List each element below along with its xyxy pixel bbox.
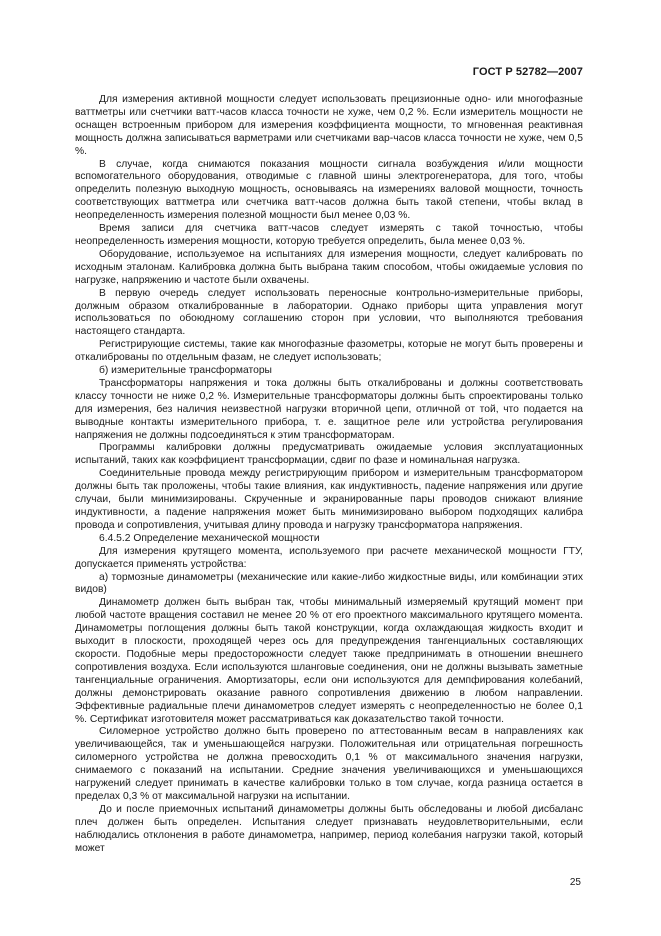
paragraph: Оборудование, используемое на испытаниях для измерения мощности, следует калибровать по исходным эталонам. Калибровка должна быть выбрана таким способом, чтобы ожидаемые условия по нагрузке, напряжению и частоте были охвачены. <box>75 248 583 286</box>
paragraph: Программы калибровки должны предусматривать ожидаемые условия эксплуатационных испытаний, таких как коэффициент трансформации, сдвиг по фазе и номинальная нагрузка. <box>75 442 583 467</box>
paragraph: Время записи для счетчика ватт-часов следует измерять с такой точностью, чтобы неопределенность измерения мощности, которую требуется определить, была менее 0,03 %. <box>75 223 583 247</box>
paragraph: Соединительные провода между регистрирующим прибором и измерительным трансформатором должны быть так проложены, чтобы такие влияния, как индуктивность, падение напряжения или другие случаи, были минимизированы. Скрученные и экранированные пары проводов снижают влияние индуктивности, а падение напряжения может быть минимизировано выбором подходящих калибра провода и сопротивления, учитывая длину провода и нагрузку трансформатора напряжения. <box>75 468 583 531</box>
paragraph: Регистрирующие системы, такие как многофазные фазометры, которые не могут быть проверены и откалиброваны по отдельным фазам, не следует использовать; <box>75 339 583 364</box>
paragraph: В первую очередь следует использовать переносные контрольно-измерительные приборы, должным образом откалиброванные в лаборатории. Однако приборы щита управления могут использоваться по обоюдному соглашению сторон при условии, что выполняются требования настоящего стандарта. <box>75 287 583 338</box>
body-text <box>75 94 583 855</box>
paragraph: В случае, когда снимаются показания мощности сигнала возбуждения и/или мощности вспомогательного оборудования, отводимые с главной шины электрогенератора, для того, чтобы определить полезную выходную мощность, основываясь на измерениях валовой мощности, точность соответствующих ваттметра или счетчика ватт-часов должна быть такой степени, чтобы вклад в неопределенность измерения полезной мощности был менее 0,03 %. <box>75 158 583 222</box>
paragraph: Для измерения активной мощности следует использовать прецизионные одно- или многофазные ваттметры или счетчики ватт-часов класса точности не хуже, чем 0,2 %. Если измеритель мощности не оснащен встроенным прибором для измерения коэффициента мощности, то мгновенная реактивная мощность должна записываться варметрами или счетчиками вар-часов класса точности не хуже, чем 0,5 %. <box>75 94 583 157</box>
standard-header: ГОСТ Р 52782—2007 <box>472 66 583 78</box>
section-heading: 6.4.5.2 Определение механической мощности <box>99 532 320 544</box>
paragraph: Для измерения крутящего момента, используемого при расчете механической мощности ГТУ, допускается применять устройства: <box>75 545 583 570</box>
paragraph: Трансформаторы напряжения и тока должны быть откалиброваны и должны соответствовать классу точности не ниже 0,2 %. Измерительные трансформаторы должны быть спроектированы только для измерения, без наличия неизвестной нагрузки вторичной цепи, отличной от той, что подается на выводные контакты измерительного прибора, т. е. защитное реле или устройства регулирования напряжения не должны подсоединяться к этим трансформаторам. <box>75 377 583 441</box>
paragraph: До и после приемочных испытаний динамометры должны быть обследованы и любой дисбаланс плеч должен быть определен. Испытания следует признавать неудовлетворительными, если наблюдались отклонения в работе динамометра, например, период колебания нагрузки такой, который может <box>75 803 583 854</box>
list-item-heading: б) измерительные трансформаторы <box>99 365 272 377</box>
list-item-heading: а) тормозные динамометры (механические или какие-либо жидкостные виды, или комбинации этих видов) <box>75 571 583 596</box>
page-number: 25 <box>569 877 581 888</box>
paragraph: Силомерное устройство должно быть проверено по аттестованным весам в направлениях как увеличивающейся, так и уменьшающейся нагрузки. Положительная или отрицательная погрешность силомерного устройства не должна превосходить 0,1 % от максимального значения нагрузки, снимаемого с показаний на испытании. Средние значения увеличивающихся и уменьшающихся нагружений следует принимать в качестве калибровки только в том случае, когда разница остается в пределах 0,3 % от максимальной нагрузки на испытании. <box>75 726 583 802</box>
paragraph: Динамометр должен быть выбран так, чтобы минимальный измеряемый крутящий момент при любой частоте вращения составил не менее 20 % от его проектного максимального крутящего момента. Динамометры поглощения должны быть такой конструкции, когда охлаждающая жидкость входит и выходит в плоскости, проходящей через ось для предупреждения тангенциальных составляющих скорости. Подобные меры предосторожности следует также предпринимать в отношении внешнего сопротивления воздуха. Если используются шланговые соединения, они не должны вызывать заметные тангенциальные ограничения. Амортизаторы, если они используются для демпфирования колебаний, должны демонстрировать оказание равного сопротивления движению в любом направлении. Эффективные радиальные плечи динамометров следует измерять с неопределенностью не более 0,1 %. Сертификат изготовителя может рассматриваться как доказательство такой точности. <box>75 597 583 725</box>
